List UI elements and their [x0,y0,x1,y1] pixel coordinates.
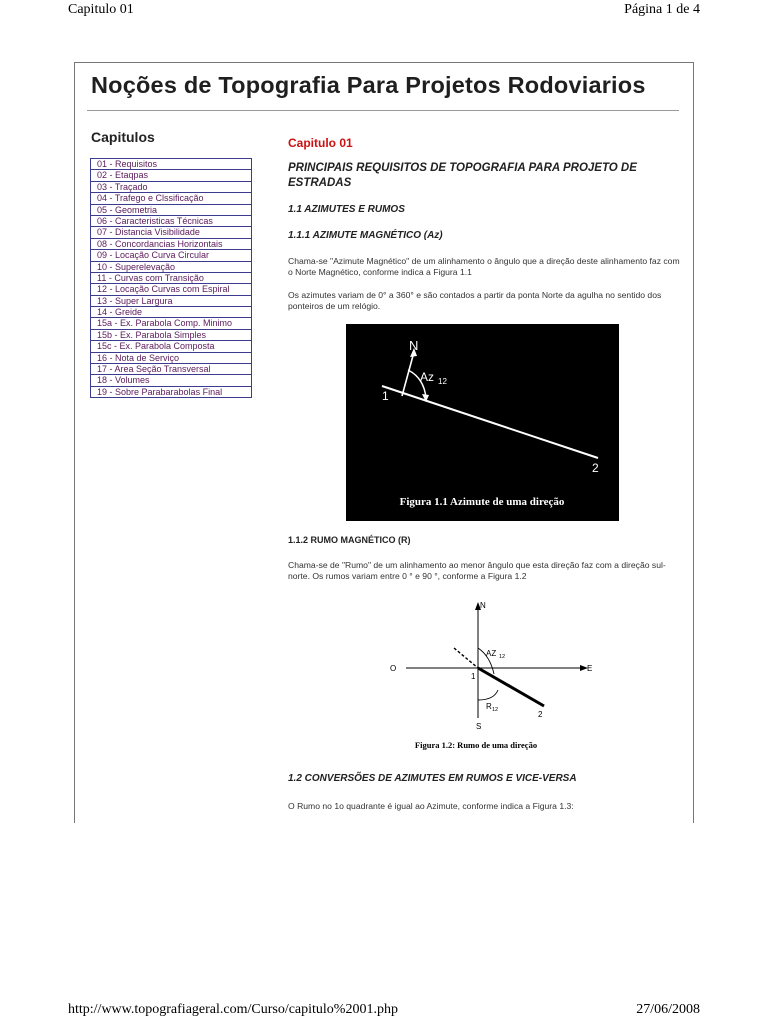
chapter-link[interactable]: 15c - Ex. Parabola Composta [91,341,251,352]
label-r: R [486,702,492,711]
chapter-link[interactable]: 18 - Volumes [91,375,251,386]
chapter-link[interactable]: 06 - Caracteristicas Técnicas [91,216,251,227]
label-n: N [480,601,486,610]
dashed-extension [454,648,478,668]
figure-rumo [378,596,604,754]
figure-rumo-svg [378,596,604,754]
paragraph-azimute-def: Chama-se "Azimute Magnético" de um alinhamento o ângulo que a direção deste alinhamento faz com o Norte Magnético, conforme indica a Figura 1.1 [288,256,680,277]
figure-azimute-svg [346,324,619,521]
chapter-link[interactable]: 10 - Superelevação [91,262,251,273]
paragraph-azimute-range: Os azimutes variam de 0° a 360° e são contados a partir da ponta Norte da agulha no sentido dos ponteiros de um relógio. [288,290,662,311]
label-point-2: 2 [538,710,543,719]
chapter-link[interactable]: 12 - Locação Curvas com Espiral [91,284,251,295]
chapter-link[interactable]: 07 - Distancia Visibilidade [91,227,251,238]
chapter-link[interactable]: 16 - Nota de Serviço [91,353,251,364]
alignment-line [382,386,598,458]
section-heading-1-1: 1.1 AZIMUTES E RUMOS [288,204,405,215]
label-az: AZ [486,649,497,658]
label-point-2: 2 [592,461,599,475]
north-arrow-line [402,352,414,396]
label-o: O [390,664,397,673]
chapter-link[interactable]: 17 - Area Seção Transversal [91,364,251,375]
label-az: Az [420,370,435,384]
chapter-link[interactable]: 09 - Locação Curva Circular [91,250,251,261]
chapter-link[interactable]: 11 - Curvas com Transição [91,273,251,284]
label-s: S [476,722,482,731]
label-n: N [409,338,419,353]
sidebar-heading: Capitulos [91,129,155,145]
chapter-link[interactable]: 13 - Super Largura [91,296,251,307]
label-point-1: 1 [471,672,476,681]
chapter-link[interactable]: 14 - Greide [91,307,251,318]
alignment-line [478,668,544,706]
main-heading: PRINCIPAIS REQUISITOS DE TOPOGRAFIA PARA PROJETO DE ESTRADAS [288,162,637,189]
figure-1-caption: Figura 1.1 Azimute de uma direção [399,496,565,508]
chapter-link[interactable]: 19 - Sobre Parabarabolas Final [97,386,223,397]
chapter-link[interactable]: 15a - Ex. Parabola Comp. Minimo [91,318,251,329]
chapter-list [90,158,252,398]
chapter-link[interactable]: 15b - Ex. Parabola Simples [91,330,251,341]
chapter-link[interactable]: 05 - Geometria [91,205,251,216]
rumo-arc [478,690,498,700]
print-footer-url[interactable]: http://www.topografiageral.com/Curso/capitulo%2001.php [68,1002,398,1017]
print-header-page: Página 1 de 4 [624,2,700,17]
page-title: Noções de Topografia Para Projetos Rodoviarios [91,72,646,98]
print-footer [68,1000,700,1024]
label-az-sub: 12 [499,654,506,660]
chapter-link[interactable]: 01 - Requisitos [91,159,251,170]
paragraph-rumo-def: Chama-se de "Rumo" de um alinhamento ao menor ângulo que esta direção faz com a direção sul-norte. Os rumos variam entre 0 ° e 90 °, conforme a Figura 1.2 [288,560,666,581]
chapter-link[interactable]: 08 - Concordancias Horizontais [91,239,251,250]
paragraph-rumo-quadrant: O Rumo no 1o quadrante é igual ao Azimute, conforme indica a Figura 1.3: [288,801,574,811]
print-header [68,0,700,20]
section-heading-1-2: 1.2 CONVERSÕES DE AZIMUTES EM RUMOS E VICE-VERSA [288,773,577,784]
title-divider [87,110,679,111]
chapter-link[interactable]: 04 - Trafego e Clssificação [91,193,251,204]
chapter-link[interactable]: 03 - Traçado [91,182,251,193]
label-az-sub: 12 [438,377,447,386]
print-header-left: Capitulo 01 [68,2,134,17]
label-point-1: 1 [382,389,389,403]
figure-azimute [346,324,619,521]
print-footer-date: 27/06/2008 [636,1002,700,1017]
chapter-link[interactable]: 02 - Etaqpas [91,170,251,181]
figure-2-caption: Figura 1.2: Rumo de uma direção [414,740,538,750]
chapter-label: Capitulo 01 [288,136,353,150]
section-heading-1-1-1: 1.1.1 AZIMUTE MAGNÉTICO (Az) [288,230,443,241]
label-e: E [587,664,593,673]
section-heading-1-1-2: 1.1.2 RUMO MAGNÉTICO (R) [288,535,411,545]
label-r-sub: 12 [492,707,499,713]
